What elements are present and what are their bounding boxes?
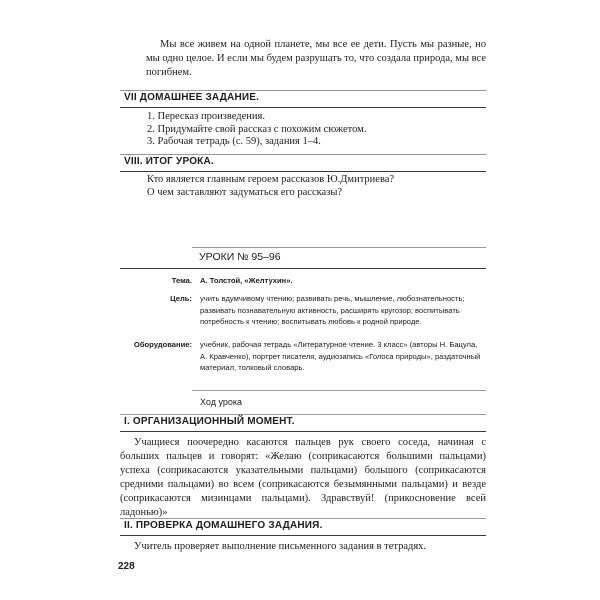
equipment-value: учебник, рабочая тетрадь «Литературное чтение. 3 класс» (авторы Н. Бацула, А. Кравченко), портрет писателя, аудиозапись «Голоса природы», раздаточный материал, толковый словарь. <box>200 340 481 372</box>
course-label: Ход урока <box>200 397 243 407</box>
homework-list <box>147 111 487 149</box>
summary-questions <box>147 174 487 199</box>
list-item: 3. Рабочая тетрадь (с. 59), задания 1–4. <box>147 136 321 147</box>
org-paragraph: Учащиеся поочередно касаются пальцев рук своего соседа, начиная с больших пальцев и говорят: «Желаю (соприкасаются большими пальцами) успеха (соприкасаются указательными пальцами) большого (соприкасаются средними пальцами) во всем (соприкасаются безымянными пальцами) и везде (соприкасаются мизинцами пальцами). Здравствуй! (прикосновение всей ладонью)» <box>120 437 486 518</box>
page-number: 228 <box>118 561 135 572</box>
theme-label: Тема. <box>171 276 192 285</box>
question-line: Кто является главным героем рассказов Ю.Дмитриева? <box>147 174 395 185</box>
homework-heading: VII ДОМАШНЕЕ ЗАДАНИЕ. <box>120 90 486 108</box>
question-line: О чем заставляют задуматься его рассказы? <box>147 186 343 198</box>
list-item: 2. Придумайте свой рассказ с похожим сюжетом. <box>147 123 367 135</box>
equipment-label: Оборудование: <box>133 340 192 349</box>
lesson-title: УРОКИ № 95–96 <box>199 251 281 263</box>
intro-paragraph: Мы все живем на одной планете, мы все ее дети. Пусть мы разные, но мы одно целое. И если мы будем разрушать то, что создала природа, мы все погибнем. <box>146 39 486 78</box>
check-paragraph: Учитель проверяет выполнение письменного задания в тетрадях. <box>134 541 427 552</box>
lesson-top-rule <box>192 247 486 248</box>
theme-value: А. Толстой, «Желтухин». <box>200 276 293 285</box>
list-item: 1. Пересказ произведения. <box>147 111 265 122</box>
lesson-header-rule <box>120 268 486 269</box>
org-heading: I. ОРГАНИЗАЦИОННЫЙ МОМЕНТ. <box>120 414 486 432</box>
goal-value: учить вдумчивому чтению; развивать речь, мышление, любознательность; развивать познавательную активность, расширять кругозор; воспитывать потребность к чтению; воспитывать любовь к родной природе. <box>200 294 465 326</box>
course-rule <box>192 390 486 391</box>
check-heading: II. ПРОВЕРКА ДОМАШНЕГО ЗАДАНИЯ. <box>120 518 486 536</box>
summary-heading: VIII. ИТОГ УРОКА. <box>120 154 486 172</box>
goal-label: Цель: <box>170 294 192 303</box>
